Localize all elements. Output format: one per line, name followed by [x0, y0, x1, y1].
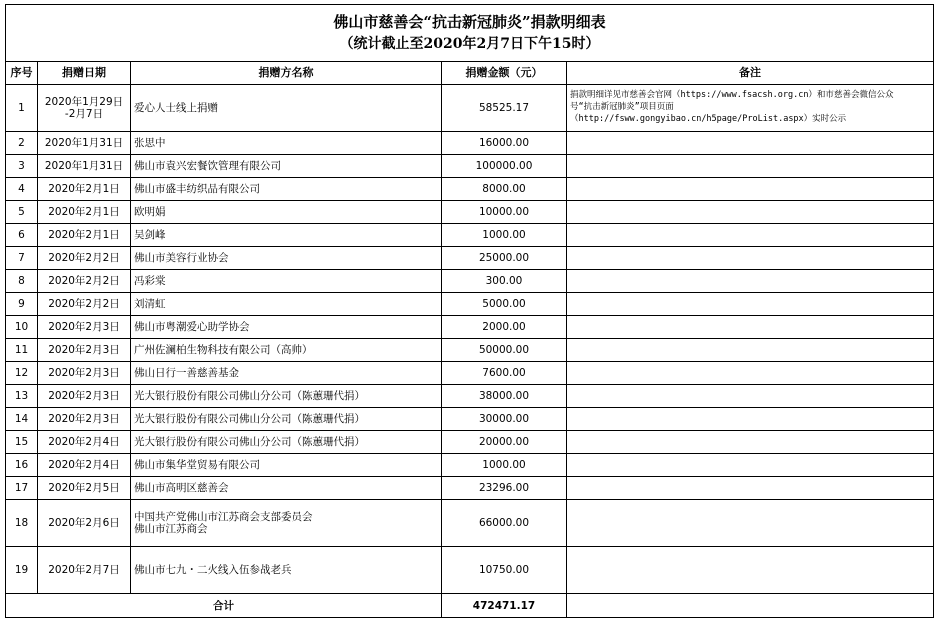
row-remark [567, 178, 934, 201]
row-amount: 2000.00 [442, 316, 567, 339]
donation-table [5, 4, 934, 618]
row-remark [567, 362, 934, 385]
total-remark [567, 594, 934, 618]
row-no: 3 [6, 155, 38, 178]
row-no: 2 [6, 132, 38, 155]
row-date: 2020年2月1日 [38, 178, 131, 201]
row-no: 8 [6, 270, 38, 293]
row-no: 7 [6, 247, 38, 270]
row-date [38, 85, 131, 132]
row-remark [567, 431, 934, 454]
row-no: 1 [6, 85, 38, 132]
row-no: 18 [6, 500, 38, 547]
table-row [6, 85, 934, 132]
row-amount: 8000.00 [442, 178, 567, 201]
table-row [6, 408, 934, 431]
row-no: 17 [6, 477, 38, 500]
row-amount: 1000.00 [442, 224, 567, 247]
header-amount: 捐赠金额（元） [442, 62, 567, 85]
row-remark [567, 547, 934, 594]
table-row [6, 431, 934, 454]
row-remark [567, 270, 934, 293]
row-donor: 广州佐澜柏生物科技有限公司（高帅） [131, 339, 442, 362]
table-row [6, 454, 934, 477]
row-date: 2020年2月1日 [38, 224, 131, 247]
remark-cell [567, 85, 934, 132]
row-no: 16 [6, 454, 38, 477]
row-amount: 10000.00 [442, 201, 567, 224]
row-amount: 1000.00 [442, 454, 567, 477]
table-title [6, 5, 934, 62]
row-remark [567, 408, 934, 431]
title-subtitle: （统计截止至2020年2月7日下午15时） [339, 36, 600, 52]
row-donor: 吴剑峰 [131, 224, 442, 247]
row-date: 2020年2月4日 [38, 454, 131, 477]
row-date: 2020年2月2日 [38, 270, 131, 293]
row-remark [567, 293, 934, 316]
row-date: 2020年2月5日 [38, 477, 131, 500]
row-amount: 300.00 [442, 270, 567, 293]
table-row [6, 339, 934, 362]
table-row [6, 500, 934, 547]
row-no: 11 [6, 339, 38, 362]
row-amount: 7600.00 [442, 362, 567, 385]
table-row [6, 270, 934, 293]
row-amount: 58525.17 [442, 85, 567, 132]
table-row [6, 385, 934, 408]
row-donor: 佛山市七九・二火线入伍参战老兵 [131, 547, 442, 594]
row-remark [567, 132, 934, 155]
row-date: 2020年2月1日 [38, 201, 131, 224]
donation-sheet [5, 4, 933, 618]
header-remark: 备注 [567, 62, 934, 85]
title-main: 佛山市慈善会“抗击新冠肺炎”捐款明细表 [333, 13, 606, 31]
row-remark [567, 224, 934, 247]
row-donor: 刘清虹 [131, 293, 442, 316]
total-row [6, 594, 934, 618]
row-date: 2020年2月3日 [38, 408, 131, 431]
row-amount: 23296.00 [442, 477, 567, 500]
row-remark [567, 316, 934, 339]
row-amount: 5000.00 [442, 293, 567, 316]
row-date: 2020年1月31日 [38, 132, 131, 155]
table-row [6, 362, 934, 385]
header-no: 序号 [6, 62, 38, 85]
row-donor: 佛山日行一善慈善基金 [131, 362, 442, 385]
table-row [6, 247, 934, 270]
row-no: 13 [6, 385, 38, 408]
row-no: 15 [6, 431, 38, 454]
row-remark [567, 500, 934, 547]
table-row [6, 224, 934, 247]
row-amount: 10750.00 [442, 547, 567, 594]
row-no: 5 [6, 201, 38, 224]
row-no: 10 [6, 316, 38, 339]
row-donor-line2: 佛山市江苏商会 [134, 523, 208, 535]
row-date: 2020年2月7日 [38, 547, 131, 594]
row-donor: 佛山市集华堂贸易有限公司 [131, 454, 442, 477]
row-date: 2020年2月6日 [38, 500, 131, 547]
row-amount: 100000.00 [442, 155, 567, 178]
table-row [6, 178, 934, 201]
row-donor: 佛山市粤潮爱心助学协会 [131, 316, 442, 339]
table-row [6, 477, 934, 500]
row-amount: 20000.00 [442, 431, 567, 454]
row-donor: 冯彩棠 [131, 270, 442, 293]
table-row [6, 316, 934, 339]
row-date: 2020年2月4日 [38, 431, 131, 454]
row-amount: 30000.00 [442, 408, 567, 431]
row-no: 14 [6, 408, 38, 431]
header-date: 捐赠日期 [38, 62, 131, 85]
row-no: 6 [6, 224, 38, 247]
row-donor: 光大银行股份有限公司佛山分公司（陈蕙珊代捐） [131, 408, 442, 431]
row-date: 2020年2月3日 [38, 385, 131, 408]
total-amount: 472471.17 [442, 594, 567, 618]
total-label: 合计 [6, 594, 442, 618]
row-no: 12 [6, 362, 38, 385]
row-donor: 光大银行股份有限公司佛山分公司（陈蕙珊代捐） [131, 385, 442, 408]
table-row [6, 547, 934, 594]
row-no: 4 [6, 178, 38, 201]
row-date: 2020年2月3日 [38, 362, 131, 385]
row-date: 2020年2月3日 [38, 339, 131, 362]
row-amount: 66000.00 [442, 500, 567, 547]
row-donor: 佛山市高明区慈善会 [131, 477, 442, 500]
row-no: 19 [6, 547, 38, 594]
row-remark [567, 454, 934, 477]
row-donor: 佛山市盛丰纺织品有限公司 [131, 178, 442, 201]
row-date-line2: -2月7日 [64, 108, 104, 120]
row-donor [131, 500, 442, 547]
row-remark [567, 201, 934, 224]
remark-line1: 捐款明细详见市慈善会官网（https://www.fsacsh.org.cn）和市慈善会微信公众 [570, 90, 894, 100]
header-donor: 捐赠方名称 [131, 62, 442, 85]
table-row [6, 132, 934, 155]
row-remark [567, 339, 934, 362]
remark-line3: （http://fsww.gongyibao.cn/h5page/ProList.aspx）实时公示 [570, 114, 847, 124]
row-amount: 50000.00 [442, 339, 567, 362]
row-remark [567, 155, 934, 178]
remark-line2: 号“抗击新冠肺炎”项目页面 [570, 102, 674, 112]
row-donor: 光大银行股份有限公司佛山分公司（陈蕙珊代捐） [131, 431, 442, 454]
row-donor: 佛山市袁兴宏餐饮管理有限公司 [131, 155, 442, 178]
row-donor: 爱心人士线上捐赠 [131, 85, 442, 132]
row-donor: 佛山市美容行业协会 [131, 247, 442, 270]
row-date: 2020年2月2日 [38, 293, 131, 316]
row-donor: 欧明娟 [131, 201, 442, 224]
row-amount: 25000.00 [442, 247, 567, 270]
row-date: 2020年1月31日 [38, 155, 131, 178]
row-no: 9 [6, 293, 38, 316]
row-donor: 张思中 [131, 132, 442, 155]
table-row [6, 201, 934, 224]
row-donor-line1: 中国共产党佛山市江苏商会支部委员会 [134, 511, 313, 523]
table-row [6, 155, 934, 178]
row-date: 2020年2月3日 [38, 316, 131, 339]
row-date: 2020年2月2日 [38, 247, 131, 270]
row-remark [567, 247, 934, 270]
row-remark [567, 385, 934, 408]
header-row [6, 62, 934, 85]
row-date-line1: 2020年1月29日 [44, 96, 124, 108]
table-row [6, 293, 934, 316]
row-amount: 38000.00 [442, 385, 567, 408]
row-amount: 16000.00 [442, 132, 567, 155]
row-remark [567, 477, 934, 500]
